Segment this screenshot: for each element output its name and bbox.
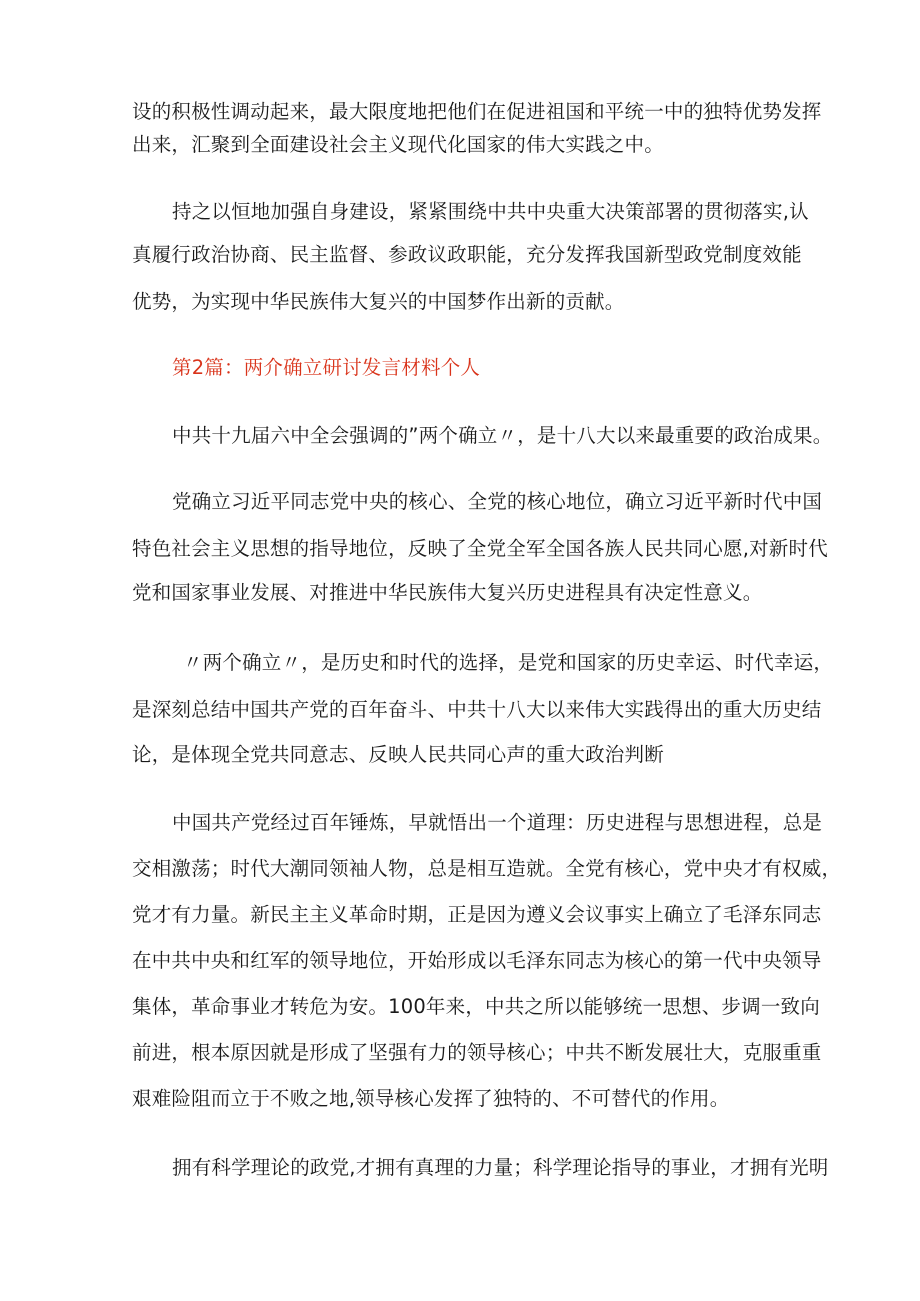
- paragraph-2-line-2: 真履行政治协商、民主监督、参政议政职能，充分发挥我国新型政党制度效能: [132, 243, 802, 266]
- paragraph-5-line-1: 〃两个确立〃，是历史和时代的选择，是党和国家的历史幸运、时代幸运，: [183, 651, 834, 674]
- paragraph-1-line-2: 出来，汇聚到全面建设社会主义现代化国家的伟大实践之中。: [132, 133, 664, 156]
- paragraph-4-line-1: 党确立习近平同志党中央的核心、全党的核心地位，确立习近平新时代中国: [172, 490, 823, 513]
- paragraph-5-line-2: 是深刻总结中国共产党的百年奋斗、中共十八大以来伟大实践得出的重大历史结: [132, 698, 822, 721]
- paragraph-7-line-1: 拥有科学理论的政党,才拥有真理的力量；科学理论指导的事业，才拥有光明: [172, 1156, 829, 1179]
- paragraph-6-line-7: 艰难险阻而立于不败之地,领导核心发挥了独特的、不可替代的作用。: [132, 1087, 730, 1110]
- section-heading: 第2篇：两介确立研讨发言材料个人: [172, 356, 481, 379]
- paragraph-1-line-1: 设的积极性调动起来，最大限度地把他们在促进祖国和平统一中的独特优势发挥: [132, 100, 822, 123]
- paragraph-6-line-4: 在中共中央和红军的领导地位，开始形成以毛泽东同志为核心的第一代中央领导: [132, 949, 822, 972]
- paragraph-4-line-3: 党和国家事业发展、对推进中华民族伟大复兴历史进程具有决定性意义。: [132, 581, 763, 604]
- paragraph-6-line-3: 党才有力量。新民主主义革命时期，正是因为遵义会议事实上确立了毛泽东同志: [132, 903, 822, 926]
- paragraph-2-line-1: 持之以恒地加强自身建设，紧紧围绕中共中央重大决策部署的贯彻落实,认: [172, 200, 809, 223]
- paragraph-6-line-5: 集体，革命事业才转危为安。100年来，中共之所以能够统一思想、步调一致向: [132, 995, 820, 1018]
- paragraph-5-line-3: 论，是体现全党共同意志、反映人民共同心声的重大政治判断: [132, 743, 664, 766]
- paragraph-4-line-2: 特色社会主义思想的指导地位，反映了全党全军全国各族人民共同心愿,对新时代: [132, 537, 828, 560]
- paragraph-6-line-6: 前进，根本原因就是形成了坚强有力的领导核心；中共不断发展壮大，克服重重: [132, 1041, 822, 1064]
- paragraph-6-line-2: 交相激荡；时代大潮同领袖人物，总是相互造就。全党有核心，党中央才有权威，: [132, 857, 842, 880]
- paragraph-6-line-1: 中国共产党经过百年锤炼，早就悟出一个道理：历史进程与思想进程，总是: [172, 811, 823, 834]
- paragraph-2-line-3: 优势，为实现中华民族伟大复兴的中国梦作出新的贡献。: [132, 290, 625, 313]
- paragraph-3-line-1: 中共十九届六中全会强调的”两个确立〃，是十八大以来最重要的政治成果。: [172, 424, 833, 447]
